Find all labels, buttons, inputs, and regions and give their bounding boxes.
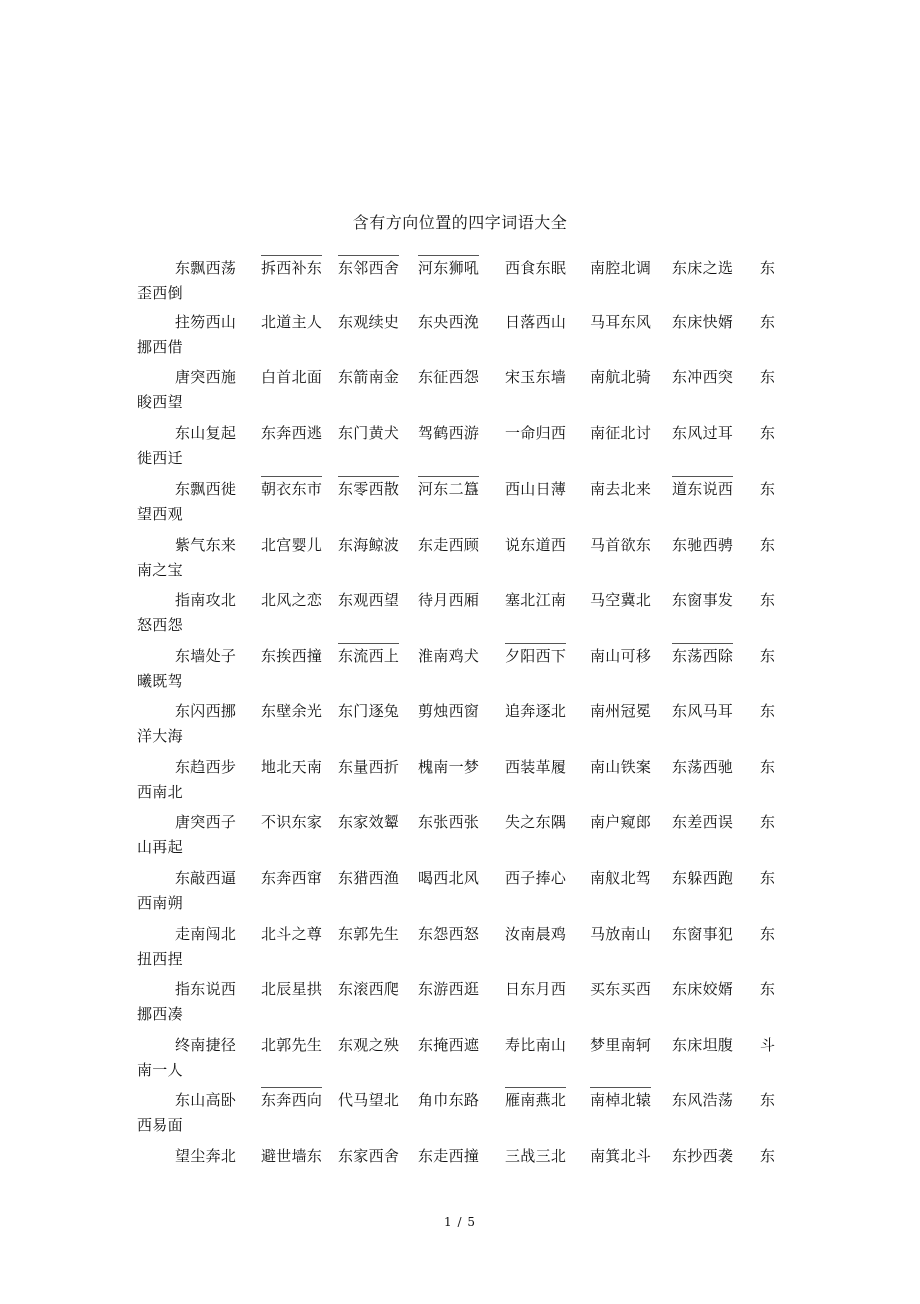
idiom-cell: 北郭先生 xyxy=(261,1036,323,1054)
idiom-cell: 东趋西步 xyxy=(175,758,237,776)
idiom-fragment: 东 xyxy=(760,925,776,943)
table-row xyxy=(0,479,920,535)
idiom-cell: 汝南晨鸡 xyxy=(505,925,567,943)
idiom-cell: 东荡西除 xyxy=(672,643,733,666)
table-row xyxy=(0,1035,920,1091)
idiom-cell: 西山日薄 xyxy=(505,480,567,498)
idiom-cell: 北道主人 xyxy=(261,313,323,331)
idiom-wrap-line: 西易面 xyxy=(137,1116,183,1134)
idiom-cell: 东走西顾 xyxy=(418,536,480,554)
idiom-cell: 夕阳西下 xyxy=(505,643,566,666)
idiom-cell: 日落西山 xyxy=(505,313,567,331)
idiom-wrap-line: 挪西凑 xyxy=(137,1005,183,1023)
idiom-cell: 东奔西窜 xyxy=(261,869,323,887)
idiom-cell: 东风马耳 xyxy=(672,702,734,720)
idiom-cell: 塞北江南 xyxy=(505,591,567,609)
table-row xyxy=(0,312,920,368)
idiom-wrap-line: 洋大海 xyxy=(137,727,183,745)
table-row xyxy=(0,757,920,813)
idiom-cell: 南箕北斗 xyxy=(590,1147,652,1165)
idiom-wrap-line: 歪西倒 xyxy=(137,284,183,302)
idiom-wrap-line: 西南北 xyxy=(137,783,183,801)
idiom-cell: 东墙处子 xyxy=(175,647,237,665)
idiom-cell: 南航北骑 xyxy=(590,368,652,386)
idiom-cell: 东山高卧 xyxy=(175,1091,237,1109)
idiom-cell: 失之东隅 xyxy=(505,813,567,831)
idiom-cell: 指东说西 xyxy=(175,980,237,998)
idiom-cell: 马放南山 xyxy=(590,925,652,943)
idiom-cell: 南山可移 xyxy=(590,647,652,665)
idiom-cell: 北辰星拱 xyxy=(261,980,323,998)
idiom-wrap-line: 扭西捏 xyxy=(137,950,183,968)
idiom-cell: 终南捷径 xyxy=(175,1036,237,1054)
idiom-cell: 东游西逛 xyxy=(418,980,480,998)
table-row xyxy=(0,979,920,1035)
idiom-wrap-line: 睃西望 xyxy=(137,393,183,411)
idiom-cell: 东奔西逃 xyxy=(261,424,323,442)
page-number: 1 / 5 xyxy=(444,1215,476,1229)
idiom-fragment: 东 xyxy=(760,424,776,442)
idiom-cell: 东箭南金 xyxy=(338,368,400,386)
idiom-cell: 东观之殃 xyxy=(338,1036,400,1054)
idiom-cell: 紫气东来 xyxy=(175,536,237,554)
idiom-cell: 白首北面 xyxy=(261,368,323,386)
idiom-cell: 东床坦腹 xyxy=(672,1036,734,1054)
idiom-cell: 日东月西 xyxy=(505,980,567,998)
table-row xyxy=(0,535,920,591)
idiom-cell: 东荡西驰 xyxy=(672,758,734,776)
idiom-cell: 马空冀北 xyxy=(590,591,652,609)
idiom-wrap-line: 挪西借 xyxy=(137,338,183,356)
idiom-cell: 驾鹤西游 xyxy=(418,424,480,442)
idiom-cell: 槐南一梦 xyxy=(418,758,480,776)
idiom-cell: 南征北讨 xyxy=(590,424,652,442)
idiom-cell: 东央西浼 xyxy=(418,313,480,331)
idiom-cell: 东量西折 xyxy=(338,758,400,776)
idiom-fragment: 东 xyxy=(760,259,776,277)
idiom-cell: 东窗事发 xyxy=(672,591,734,609)
idiom-fragment: 东 xyxy=(760,647,776,665)
idiom-cell: 东郭先生 xyxy=(338,925,400,943)
idiom-cell: 东家效颦 xyxy=(338,813,400,831)
idiom-cell: 买东买西 xyxy=(590,980,652,998)
idiom-cell: 东床姣婿 xyxy=(672,980,734,998)
idiom-cell: 北宫婴儿 xyxy=(261,536,323,554)
table-row xyxy=(0,367,920,423)
idiom-cell: 南棹北辕 xyxy=(590,1087,651,1110)
idiom-cell: 剪烛西窗 xyxy=(418,702,480,720)
idiom-cell: 朝衣东市 xyxy=(261,476,322,499)
idiom-cell: 望尘奔北 xyxy=(175,1147,237,1165)
idiom-cell: 西子捧心 xyxy=(505,869,567,887)
idiom-cell: 河东狮吼 xyxy=(418,255,479,278)
idiom-cell: 东征西怨 xyxy=(418,368,480,386)
idiom-cell: 角巾东路 xyxy=(418,1091,480,1109)
idiom-cell: 东飘西徙 xyxy=(175,480,237,498)
idiom-cell: 东床快婿 xyxy=(672,313,734,331)
table-row xyxy=(0,423,920,479)
idiom-wrap-line: 山再起 xyxy=(137,838,183,856)
idiom-cell: 东滚西爬 xyxy=(338,980,400,998)
idiom-cell: 北风之恋 xyxy=(261,591,323,609)
idiom-cell: 喝西北风 xyxy=(418,869,480,887)
idiom-cell: 东掩西遮 xyxy=(418,1036,480,1054)
idiom-fragment: 东 xyxy=(760,758,776,776)
idiom-cell: 说东道西 xyxy=(505,536,567,554)
idiom-cell: 淮南鸡犬 xyxy=(418,647,480,665)
idiom-cell: 南州冠冕 xyxy=(590,702,652,720)
idiom-cell: 东挨西撞 xyxy=(261,647,323,665)
idiom-cell: 走南闯北 xyxy=(175,925,237,943)
idiom-fragment: 东 xyxy=(760,702,776,720)
idiom-fragment: 东 xyxy=(760,1091,776,1109)
idiom-cell: 南腔北调 xyxy=(590,259,652,277)
idiom-wrap-line: 曦既驾 xyxy=(137,672,183,690)
idiom-cell: 东驰西骋 xyxy=(672,536,734,554)
idiom-cell: 东流西上 xyxy=(338,643,399,666)
idiom-cell: 道东说西 xyxy=(672,476,733,499)
idiom-cell: 东邻西舍 xyxy=(338,255,399,278)
table-row xyxy=(0,646,920,702)
idiom-fragment: 东 xyxy=(760,536,776,554)
idiom-cell: 代马望北 xyxy=(338,1091,400,1109)
idiom-cell: 东风浩荡 xyxy=(672,1091,734,1109)
idiom-cell: 西食东眠 xyxy=(505,259,567,277)
page-title: 含有方向位置的四字词语大全 xyxy=(352,213,568,232)
idiom-cell: 东冲西突 xyxy=(672,368,734,386)
idiom-cell: 雁南燕北 xyxy=(505,1087,566,1110)
idiom-fragment: 东 xyxy=(760,813,776,831)
idiom-wrap-line: 怒西怨 xyxy=(137,616,183,634)
idiom-cell: 东观西望 xyxy=(338,591,400,609)
idiom-cell: 东走西撞 xyxy=(418,1147,480,1165)
idiom-cell: 东山复起 xyxy=(175,424,237,442)
table-row xyxy=(0,868,920,924)
idiom-cell: 东闪西挪 xyxy=(175,702,237,720)
idiom-cell: 东奔西向 xyxy=(261,1087,322,1110)
idiom-cell: 梦里南轲 xyxy=(590,1036,652,1054)
idiom-cell: 东家西舍 xyxy=(338,1147,400,1165)
idiom-wrap-line: 西南朔 xyxy=(137,894,183,912)
idiom-cell: 东壁余光 xyxy=(261,702,323,720)
idiom-cell: 唐突西施 xyxy=(175,368,237,386)
idiom-cell: 东张西张 xyxy=(418,813,480,831)
idiom-cell: 一命归西 xyxy=(505,424,567,442)
idiom-cell: 待月西厢 xyxy=(418,591,480,609)
table-row xyxy=(0,812,920,868)
table-row xyxy=(0,701,920,757)
idiom-cell: 寿比南山 xyxy=(505,1036,567,1054)
idiom-wrap-line: 南一人 xyxy=(137,1061,183,1079)
idiom-wrap-line: 望西观 xyxy=(137,505,183,523)
idiom-cell: 东飘西荡 xyxy=(175,259,237,277)
idiom-cell: 东观续史 xyxy=(338,313,400,331)
idiom-cell: 东零西散 xyxy=(338,476,399,499)
idiom-cell: 东抄西袭 xyxy=(672,1147,734,1165)
idiom-cell: 东差西误 xyxy=(672,813,734,831)
idiom-cell: 东猎西渔 xyxy=(338,869,400,887)
idiom-wrap-line: 南之宝 xyxy=(137,561,183,579)
idiom-cell: 马首欲东 xyxy=(590,536,652,554)
idiom-cell: 追奔逐北 xyxy=(505,702,567,720)
idiom-cell: 河东二簋 xyxy=(418,476,479,499)
idiom-fragment: 东 xyxy=(760,368,776,386)
idiom-cell: 东风过耳 xyxy=(672,424,734,442)
idiom-cell: 唐突西子 xyxy=(175,813,237,831)
idiom-cell: 南山铁案 xyxy=(590,758,652,776)
idiom-cell: 指南攻北 xyxy=(175,591,237,609)
idiom-cell: 北斗之尊 xyxy=(261,925,323,943)
table-row xyxy=(0,924,920,980)
idiom-cell: 东躲西跑 xyxy=(672,869,734,887)
idiom-cell: 不识东家 xyxy=(261,813,323,831)
idiom-fragment: 东 xyxy=(760,1147,776,1165)
idiom-fragment: 东 xyxy=(760,480,776,498)
table-row xyxy=(0,258,920,314)
idiom-cell: 马耳东风 xyxy=(590,313,652,331)
idiom-cell: 南舣北驾 xyxy=(590,869,652,887)
table-row xyxy=(0,590,920,646)
idiom-cell: 南户窥郎 xyxy=(590,813,652,831)
idiom-cell: 南去北来 xyxy=(590,480,652,498)
idiom-fragment: 东 xyxy=(760,869,776,887)
idiom-cell: 西装革履 xyxy=(505,758,567,776)
idiom-cell: 东怨西怒 xyxy=(418,925,480,943)
idiom-cell: 拆西补东 xyxy=(261,255,322,278)
idiom-wrap-line: 徙西迁 xyxy=(137,449,183,467)
idiom-cell: 东门逐兔 xyxy=(338,702,400,720)
table-row xyxy=(0,1090,920,1146)
idiom-fragment: 东 xyxy=(760,591,776,609)
idiom-cell: 东海鲸波 xyxy=(338,536,400,554)
idiom-cell: 东窗事犯 xyxy=(672,925,734,943)
idiom-cell: 东门黄犬 xyxy=(338,424,400,442)
idiom-fragment: 斗 xyxy=(760,1036,776,1054)
idiom-cell: 拄笏西山 xyxy=(175,313,237,331)
idiom-fragment: 东 xyxy=(760,980,776,998)
idiom-cell: 地北天南 xyxy=(261,758,323,776)
idiom-cell: 东敲西逼 xyxy=(175,869,237,887)
idiom-fragment: 东 xyxy=(760,313,776,331)
idiom-cell: 东床之选 xyxy=(672,259,734,277)
idiom-cell: 宋玉东墙 xyxy=(505,368,567,386)
table-row xyxy=(0,1146,920,1202)
idiom-cell: 三战三北 xyxy=(505,1147,567,1165)
idiom-cell: 避世墙东 xyxy=(261,1147,323,1165)
